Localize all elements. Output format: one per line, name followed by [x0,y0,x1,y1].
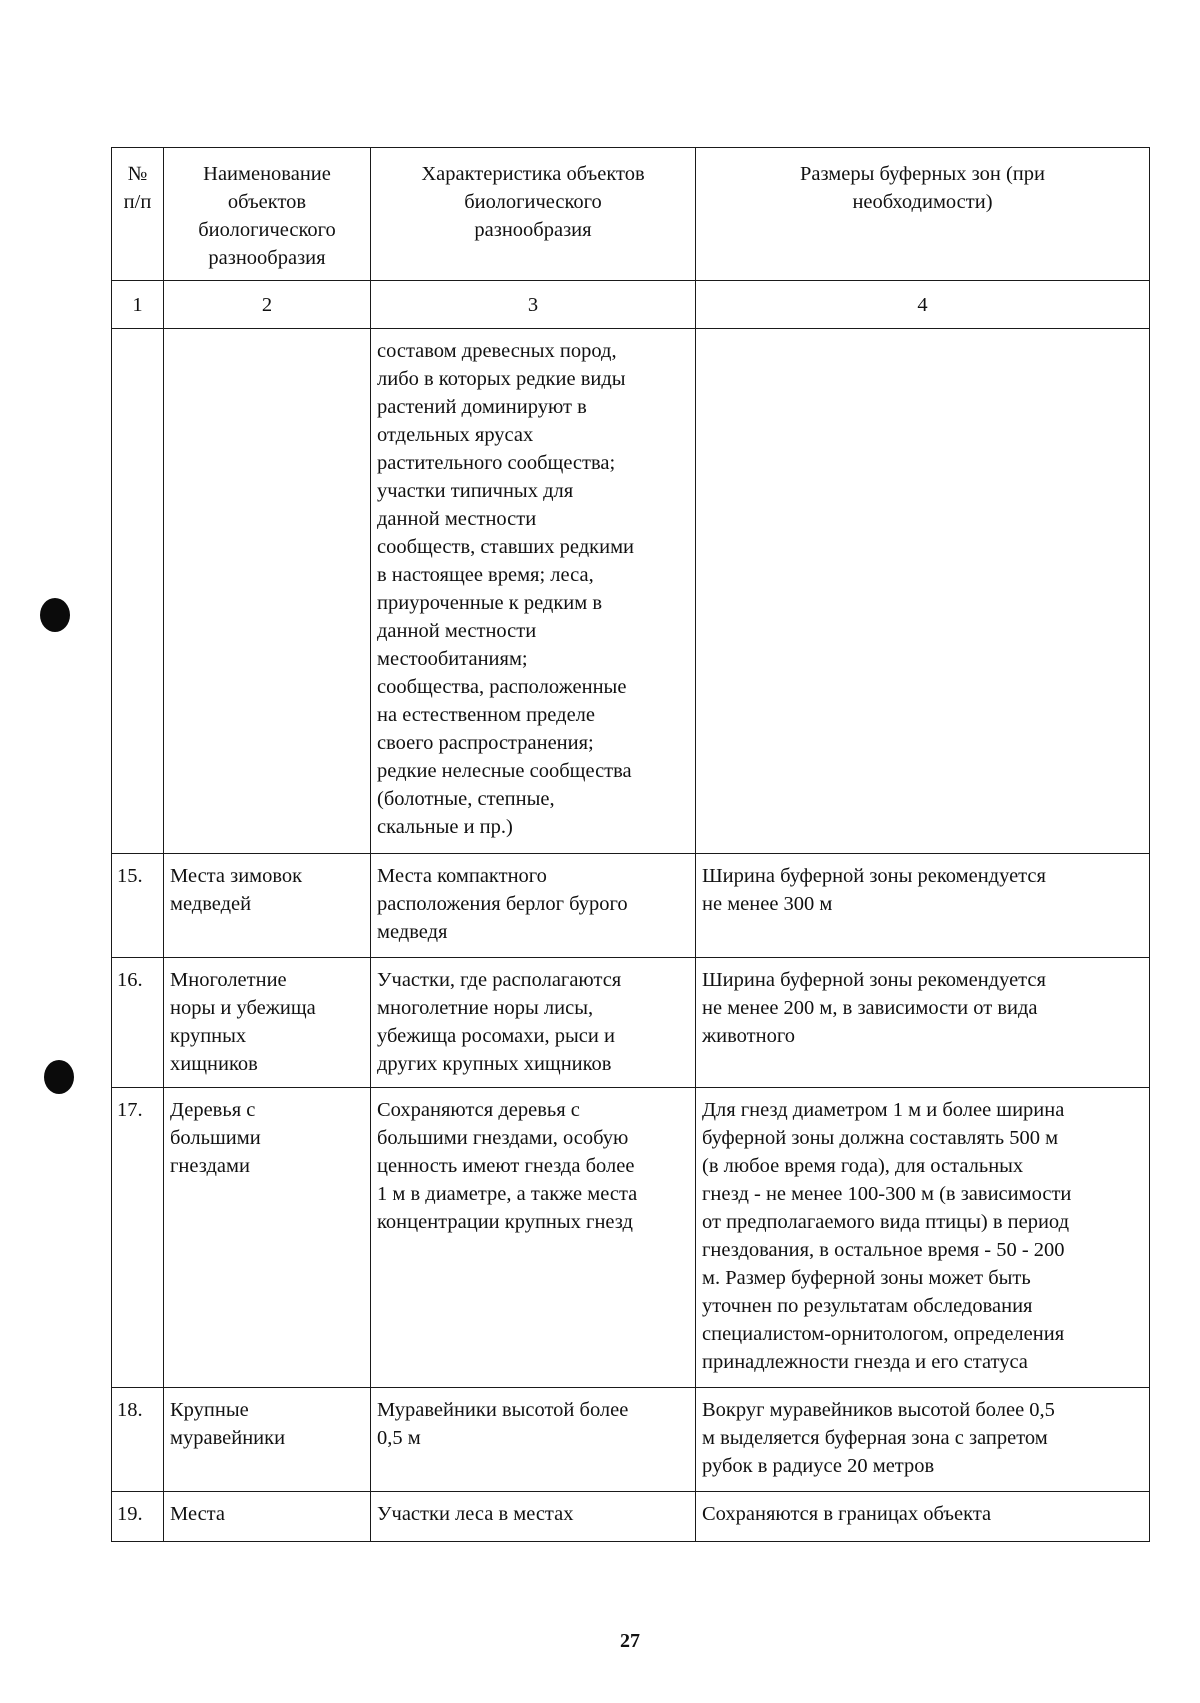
table-row [112,854,1150,958]
table-header-row [112,148,1150,281]
column-numbers-row [112,281,1150,329]
row-number [112,329,164,854]
row-characteristic: составом древесных пород, либо в которых редкие виды растений доминируют в отдельных ярусах растительного сообщества; участки типичных для данной местности сообществ, ставших редкими в настоящее время; леса, приуроченные к редким в данной местности местообитаниям; сообщества, расположенные на естественном пределе своего распространения; редкие нелесные сообщества (болотные, степные, скальные и пр.) [371,329,696,854]
row-number: 18. [112,1388,164,1492]
row-name: Места [164,1492,371,1542]
column-number: 4 [696,281,1150,329]
row-name: Места зимовок медведей [164,854,371,958]
row-name: Деревья с большими гнездами [164,1088,371,1388]
table-row [112,329,1150,854]
punch-hole-mark-bottom [44,1060,74,1094]
column-number: 3 [371,281,696,329]
page-number: 27 [620,1630,640,1652]
row-name [164,329,371,854]
header-buffer: Размеры буферных зон (при необходимости) [696,148,1150,281]
punch-hole-mark-top [40,598,70,632]
row-number: 16. [112,958,164,1088]
row-characteristic: Участки, где располагаются многолетние норы лисы, убежища росомахи, рыси и других крупных хищников [371,958,696,1088]
header-characteristic: Характеристика объектов биологического разнообразия [371,148,696,281]
column-number: 2 [164,281,371,329]
table-row [112,1088,1150,1388]
table-row [112,958,1150,1088]
row-name: Крупные муравейники [164,1388,371,1492]
row-buffer: Для гнезд диаметром 1 м и более ширина буферной зоны должна составлять 500 м (в любое время года), для остальных гнезд - не менее 100-300 м (в зависимости от предполагаемого вида птицы) в период гнездования, в остальное время - 50 - 200 м. Размер буферной зоны может быть уточнен по результатам обследования специалистом-орнитологом, определения принадлежности гнезда и его статуса [696,1088,1150,1388]
row-buffer: Ширина буферной зоны рекомендуется не менее 200 м, в зависимости от вида животного [696,958,1150,1088]
row-buffer: Вокруг муравейников высотой более 0,5 м выделяется буферная зона с запретом рубок в радиусе 20 метров [696,1388,1150,1492]
row-number: 15. [112,854,164,958]
row-characteristic: Участки леса в местах [371,1492,696,1542]
row-characteristic: Муравейники высотой более 0,5 м [371,1388,696,1492]
table-row [112,1492,1150,1542]
row-number: 17. [112,1088,164,1388]
row-name: Многолетние норы и убежища крупных хищников [164,958,371,1088]
row-characteristic: Сохраняются деревья с большими гнездами, особую ценность имеют гнезда более 1 м в диаметре, а также места концентрации крупных гнезд [371,1088,696,1388]
row-buffer: Ширина буферной зоны рекомендуется не менее 300 м [696,854,1150,958]
header-name: Наименование объектов биологического разнообразия [164,148,371,281]
row-characteristic: Места компактного расположения берлог бурого медведя [371,854,696,958]
row-number: 19. [112,1492,164,1542]
table-row [112,1388,1150,1492]
header-number: № п/п [112,148,164,281]
row-buffer [696,329,1150,854]
column-number: 1 [112,281,164,329]
row-buffer: Сохраняются в границах объекта [696,1492,1150,1542]
biodiversity-table [111,147,1150,1542]
